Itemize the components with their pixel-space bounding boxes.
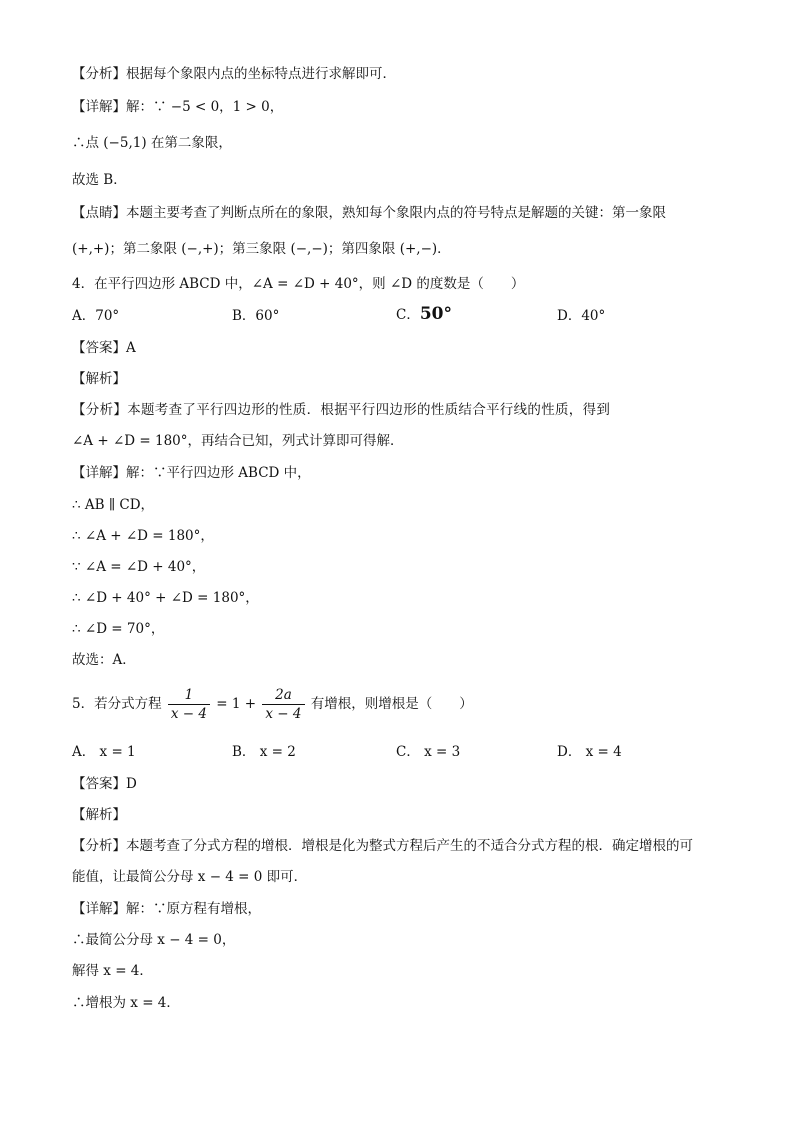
q5-option-c: C． x = 3 (396, 744, 461, 760)
q4-step: ∴ ∠A + ∠D = 180°， (72, 528, 214, 544)
q5-fraction-2-numerator: 2a (262, 686, 304, 705)
q5-step: ∴增根为 x = 4． (72, 995, 180, 1011)
question-5-stem (72, 684, 473, 724)
q5-option-d: D． x = 4 (557, 744, 622, 760)
q4-step: 【详解】解：∵平行四边形 ABCD 中， (72, 465, 311, 481)
q5-analysis-1: 【分析】本题考查了分式方程的增根．增根是化为整式方程后产生的不适合分式方程的根．确定增根的可 (72, 838, 693, 854)
q4-step: 故选：A． (72, 652, 136, 668)
q4-step: ∵ ∠A = ∠D + 40°， (72, 559, 206, 575)
q5-fraction-1-denominator: x − 4 (170, 706, 207, 722)
analysis-text: 【分析】根据每个象限内点的坐标特点进行求解即可． (72, 66, 396, 82)
question-4-stem: 4．在平行四边形 ABCD 中，∠A = ∠D + 40°，则 ∠D 的度数是（ ） (72, 276, 525, 292)
q5-jiexi: 【解析】 (72, 807, 126, 823)
q4-analysis-2: ∠A + ∠D = 180°，再结合已知，列式计算即可得解． (72, 433, 404, 449)
comment-line-1: 【点睛】本题主要考查了判断点所在的象限，熟知每个象限内点的符号特点是解题的关键：第一象限 (72, 205, 666, 221)
q4-option-c (396, 304, 452, 325)
q4-option-b: B．60° (232, 308, 280, 324)
q5-fraction-2-denominator: x − 4 (265, 706, 302, 722)
q4-answer: 【答案】A (72, 340, 136, 356)
q4-option-c-value: 50° (419, 304, 453, 324)
q5-fraction-1 (168, 686, 210, 723)
q5-step: 解得 x = 4． (72, 963, 153, 979)
q5-step: ∴最简公分母 x − 4 = 0， (72, 932, 236, 948)
q4-option-a: A．70° (72, 308, 120, 324)
detail-text: 【详解】解：∵ −5 < 0，1 > 0， (72, 99, 284, 115)
q5-fraction-2 (262, 686, 304, 723)
q4-jiexi: 【解析】 (72, 371, 126, 387)
q4-step: ∴ ∠D + 40° + ∠D = 180°， (72, 590, 259, 606)
q4-step: ∴ ∠D = 70°， (72, 621, 165, 637)
choice-line: 故选 B． (72, 172, 127, 188)
q4-analysis-1: 【分析】本题考查了平行四边形的性质．根据平行四边形的性质结合平行线的性质，得到 (72, 402, 611, 418)
q5-step: 【详解】解：∵原方程有增根， (72, 901, 261, 917)
q5-answer: 【答案】D (72, 776, 137, 792)
q5-stem-suffix: 有增根，则增根是（ ） (310, 696, 473, 712)
q5-fraction-1-numerator: 1 (168, 686, 210, 705)
q5-option-a: A． x = 1 (72, 744, 136, 760)
q4-option-c-label: C． (396, 307, 420, 323)
q4-step: ∴ AB ∥ CD， (72, 497, 155, 513)
q5-option-b: B． x = 2 (232, 744, 296, 760)
q5-analysis-2: 能值，让最简公分母 x − 4 = 0 即可． (72, 869, 308, 885)
comment-line-2: (+,+)；第二象限 (−,+)；第三象限 (−,−)；第四象限 (+,−)． (72, 241, 451, 257)
q5-stem-prefix: 5．若分式方程 (72, 696, 162, 712)
q5-equals: = 1 + (216, 696, 257, 712)
solution-line: ∴点 (−5,1) 在第二象限， (72, 135, 232, 151)
q4-option-d: D．40° (557, 308, 606, 324)
